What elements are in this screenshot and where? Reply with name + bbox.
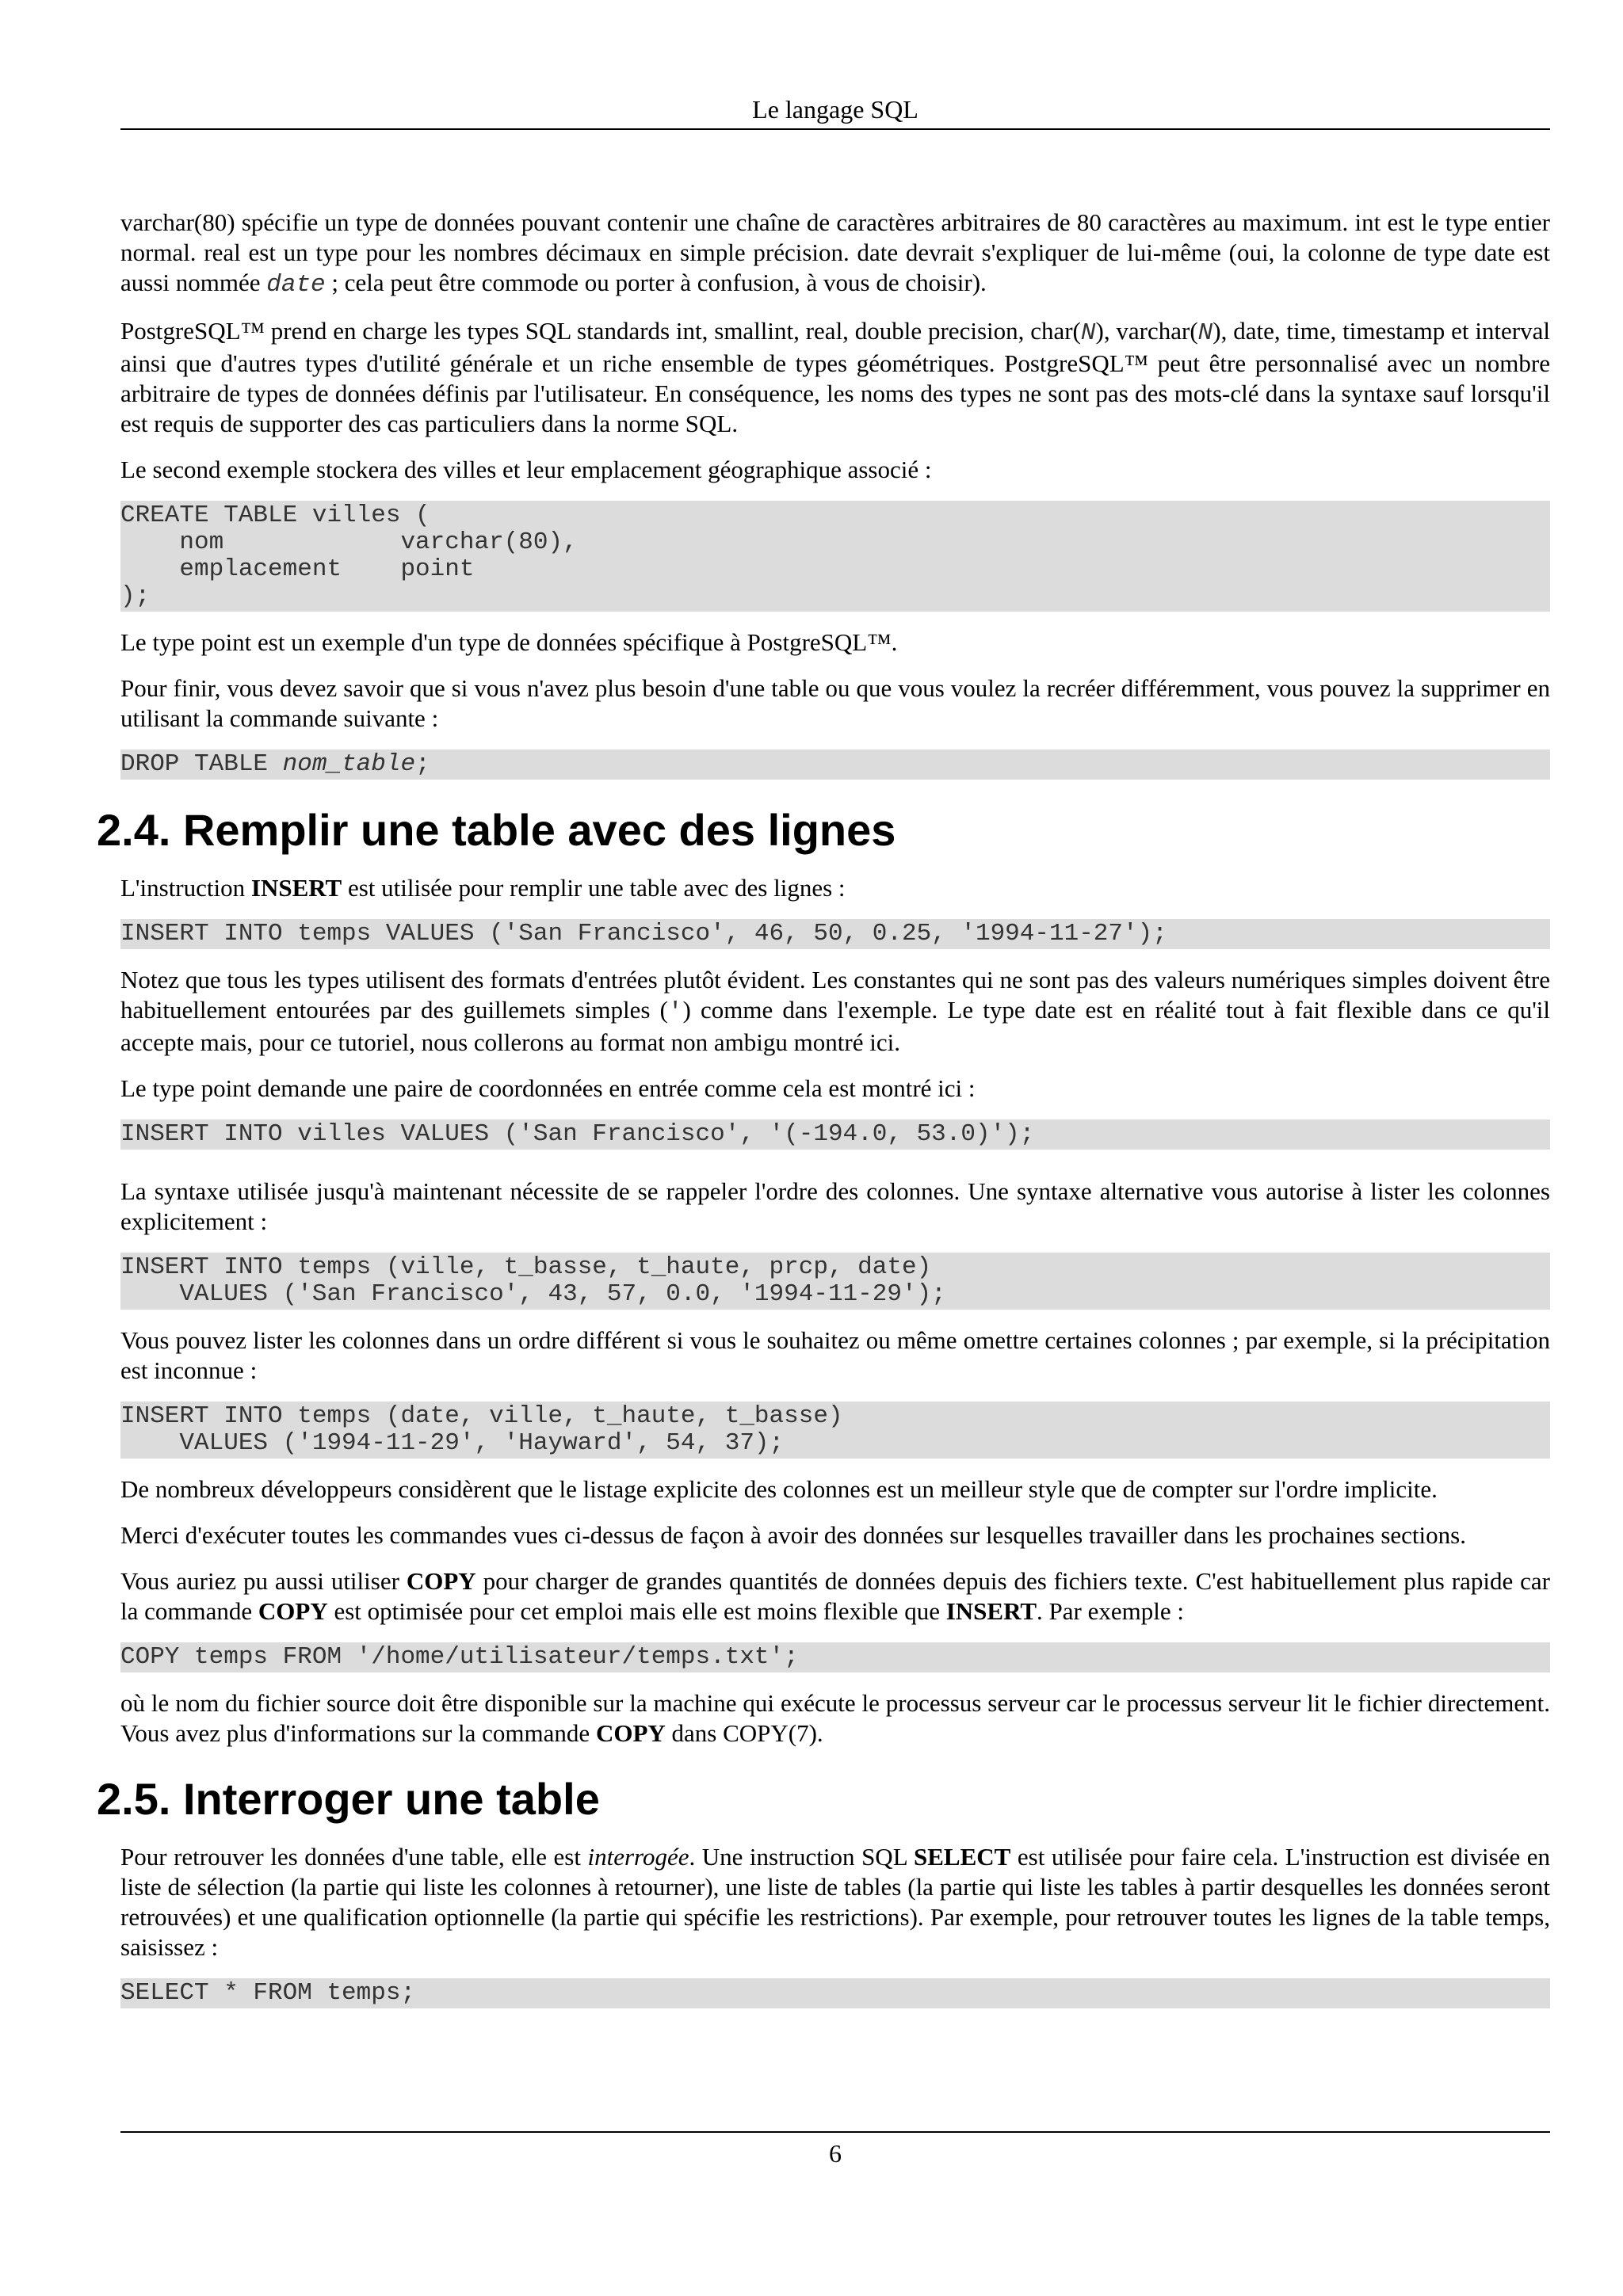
paragraph-column-reorder: Vous pouvez lister les colonnes dans un ordre différent si vous le souhaitez ou même omettre certaines colonnes ; par exemple, si la précipitation est inconnue : [120, 1326, 1550, 1384]
paragraph-execute-commands: Merci d'exécuter toutes les commandes vues ci-dessus de façon à avoir des données sur lesquelles travailler dans les prochaines sections. [120, 1521, 1466, 1549]
code-block-insert-temps: INSERT INTO temps VALUES ('San Francisco', 46, 50, 0.25, '1994-11-27'); [120, 919, 1550, 949]
footer-rule [120, 2131, 1550, 2133]
page-number: 6 [829, 2139, 842, 2168]
inline-code-n: N [1197, 319, 1213, 347]
header-rule [120, 128, 1550, 130]
paragraph-copy-intro: Vous auriez pu aussi utiliser COPY pour charger de grandes quantités de données depuis des fichiers texte. C'est habituellement plus rapide car la commande COPY est optimisée pour cet emploi mais elle est moins flexible que INSERT. Par exemple : [120, 1567, 1550, 1625]
code-block-select: SELECT * FROM temps; [120, 1978, 1550, 2008]
paragraph-varchar: varchar(80) spécifie un type de données pouvant contenir une chaîne de caractères arbitraires de 80 caractères au maximum. int est le type entier normal. real est un type pour les nombres décimaux en simple précision. date devrait s'expliquer de lui-même (oui, la colonne de type date est aussi nommée date ; cela peut être commode ou porter à confusion, à vous de choisir). [120, 208, 1550, 299]
paragraph-select-intro: Pour retrouver les données d'une table, elle est interrogée. Une instruction SQL SELECT est utilisée pour faire cela. L'instruction est divisée en liste de sélection (la partie qui liste les colonnes à retourner), une liste de tables (la partie qui liste les tables à partir desquelles les données seront retrouvées) et une qualification optionnelle (la partie qui spécifie les restrictions). Par exemple, pour retrouver toutes les lignes de la table temps, saisissez : [120, 1843, 1550, 1961]
inline-code-n: N [1080, 319, 1096, 347]
paragraph-column-order: La syntaxe utilisée jusqu'à maintenant nécessite de se rappeler l'ordre des colonnes. Une syntaxe alternative vous autorise à lister les colonnes explicitement : [120, 1177, 1550, 1235]
inline-code-date: date [266, 271, 326, 299]
paragraph-input-formats: Notez que tous les types utilisent des formats d'entrées plutôt évident. Les constantes qui ne sont pas des valeurs numériques simples doivent être habituellement entourées par des guillemets simples (') comme dans l'exemple. Le type date est en réalité tout à fait flexible dans ce qu'il accepte mais, pour ce tutoriel, nous collerons au format non ambigu montré ici. [120, 966, 1551, 1056]
inline-code-quote: ' [667, 998, 683, 1026]
paragraph-copy-note: où le nom du fichier source doit être disponible sur la machine qui exécute le processus serveur car le processus serveur lit le fichier directement. Vous avez plus d'informations sur la commande COPY dans COPY(7). [120, 1689, 1550, 1747]
code-block-drop-table: DROP TABLE nom_table; [120, 749, 1550, 780]
paragraph-second-example: Le second exemple stockera des villes et leur emplacement géographique associé : [120, 456, 932, 483]
page-content [97, 208, 1551, 2024]
section-heading-2-4: 2.4. Remplir une table avec des lignes [97, 805, 896, 855]
paragraph-drop-intro: Pour finir, vous devez savoir que si vous n'avez plus besoin d'une table ou que vous voulez la recréer différemment, vous pouvez la supprimer en utilisant la commande suivante : [120, 674, 1550, 732]
paragraph-explicit-style: De nombreux développeurs considèrent que le listage explicite des colonnes est un meilleur style que de compter sur l'ordre implicite. [120, 1475, 1438, 1503]
code-block-insert-villes: INSERT INTO villes VALUES ('San Francisco', '(-194.0, 53.0)'); [120, 1119, 1550, 1150]
page-header-title: Le langage SQL [752, 95, 918, 124]
paragraph-insert-intro: L'instruction INSERT est utilisée pour remplir une table avec des lignes : [120, 874, 846, 902]
section-heading-2-5: 2.5. Interroger une table [97, 1774, 600, 1824]
paragraph-point-input: Le type point demande une paire de coordonnées en entrée comme cela est montré ici : [120, 1074, 976, 1102]
paragraph-types: PostgreSQL™ prend en charge les types SQL standards int, smallint, real, double precision, char(N), varchar(N), date, time, timestamp et interval ainsi que d'autres types d'utilité générale et un riche ensemble de types géométriques. PostgreSQL™ peut être personnalisé avec un nombre arbitraire de types de données définis par l'utilisateur. En conséquence, les noms des types ne sont pas des mots-clé dans la syntaxe sauf lorsqu'il est requis de supporter des cas particuliers dans la norme SQL. [120, 317, 1550, 437]
paragraph-point-type: Le type point est un exemple d'un type de données spécifique à PostgreSQL™. [120, 628, 898, 656]
code-block-insert-columns: INSERT INTO temps (ville, t_basse, t_haute, prcp, date) VALUES ('San Francisco', 43, 57, 0.0, '1994-11-29'); [120, 1253, 1550, 1310]
code-block-create-villes: CREATE TABLE villes ( nom varchar(80), emplacement point ); [120, 501, 1550, 612]
code-placeholder-nom-table: nom_table [282, 750, 416, 778]
code-block-copy: COPY temps FROM '/home/utilisateur/temps.txt'; [120, 1642, 1550, 1672]
code-block-insert-hayward: INSERT INTO temps (date, ville, t_haute, t_basse) VALUES ('1994-11-29', 'Hayward', 54, 37); [120, 1402, 1550, 1459]
